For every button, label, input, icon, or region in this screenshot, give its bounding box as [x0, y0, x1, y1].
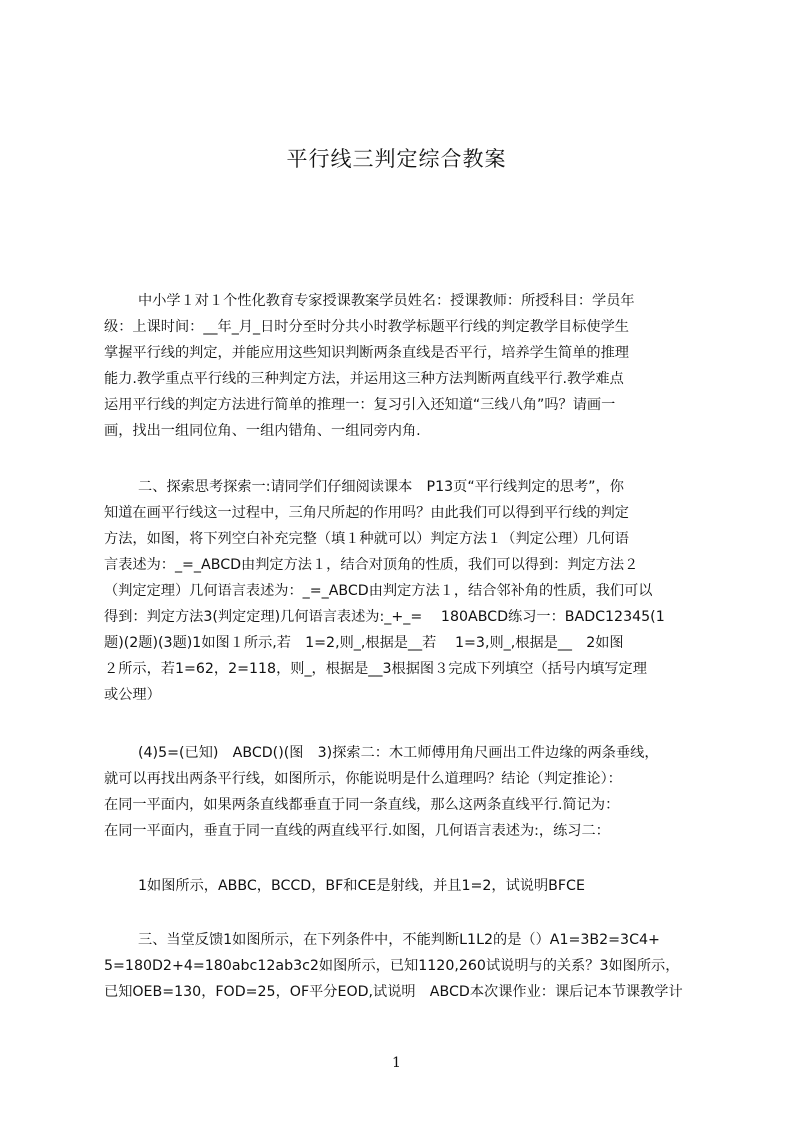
text-line: 二、探索思考探索一:请同学们仔细阅读课本 P13页“平行线判定的思考”，你	[138, 479, 624, 495]
text-line: 掌握平行线的判定，并能应用这些知识判断两条直线是否平行，培养学生简单的推理	[104, 345, 629, 361]
text-line: 就可以再找出两条平行线，如图所示，你能说明是什么道理吗？结论（判定推论）：	[104, 771, 622, 787]
text-line: 题)(2题)(3题)1如图１所示,若 1=2,则_,根据是__若 1=3,则_,根据是__ 2如图	[104, 635, 624, 651]
text-line: 画，找出一组同位角、一组内错角、一组同旁内角.	[104, 423, 421, 439]
page-number: 1	[392, 1055, 401, 1071]
text-line: 能力.教学重点平行线的三种判定方法，并运用这三种方法判断两直线平行.教学难点	[104, 371, 624, 387]
text-line: 言表述为：_=_ABCD由判定方法１，结合对顶角的性质，我们可以得到：判定方法２	[104, 557, 639, 573]
text-line: 级：上课时间：__年_月_日时分至时分共小时教学标题平行线的判定教学目标使学生	[104, 319, 629, 335]
text-line: ２所示，若1=62，2=118，则_，根据是__3根据图３完成下列填空（括号内填写定理	[104, 661, 647, 677]
text-line: 5=180D2+4=180abc12ab3c2如图所示，已知1120,260试说明与的关系？3如图所示，	[104, 958, 680, 974]
text-line: 在同一平面内，如果两条直线都垂直于同一条直线，那么这两条直线平行.简记为：	[104, 797, 620, 813]
text-line: 中小学１对１个性化教育专家授课教案学员姓名：授课教师：所授科目：学员年	[138, 293, 635, 309]
text-line: 或公理）	[104, 687, 161, 703]
text-line: 运用平行线的判定方法进行简单的推理一：复习引入还知道“三线八角”吗？请画一	[104, 397, 616, 413]
text-line: （判定定理）几何语言表述为：_=_ABCD由判定方法１，结合邻补角的性质，我们可以	[104, 583, 653, 599]
paragraph-2	[104, 474, 700, 708]
text-line: 三、当堂反馈1如图所示，在下列条件中，不能判断L1L2的是（）A1=3B2=3C4+	[138, 932, 660, 948]
paragraph-4	[104, 873, 700, 899]
paragraph-5	[104, 927, 700, 1005]
text-line: 知道在画平行线这一过程中，三角尺所起的作用吗？由此我们可以得到平行线的判定	[104, 505, 629, 521]
text-line: 已知OEB=130，FOD=25，OF平分EOD,试说明 ABCD本次课作业：课后记本节课教学计	[104, 984, 683, 1000]
page-title: 平行线三判定综合教案	[286, 147, 507, 171]
text-line: 方法，如图，将下列空白补充完整（填１种就可以）判定方法１（判定公理）几何语	[104, 531, 629, 547]
text-line: 得到：判定方法3(判定定理)几何语言表述为:_+_= 180ABCD练习一：BADC12345(1	[104, 609, 665, 625]
text-line: (4)5=(已知) ABCD()(图 3)探索二：木工师傅用角尺画出工件边缘的两条垂线，	[138, 745, 659, 761]
text-line: 在同一平面内，垂直于同一直线的两直线平行.如图，几何语言表述为:，练习二：	[104, 823, 610, 839]
paragraph-3	[104, 740, 700, 844]
paragraph-1	[104, 288, 700, 444]
text-line: 1如图所示，ABBC，BCCD，BF和CE是射线，并且1=2，试说明BFCE	[138, 878, 585, 894]
